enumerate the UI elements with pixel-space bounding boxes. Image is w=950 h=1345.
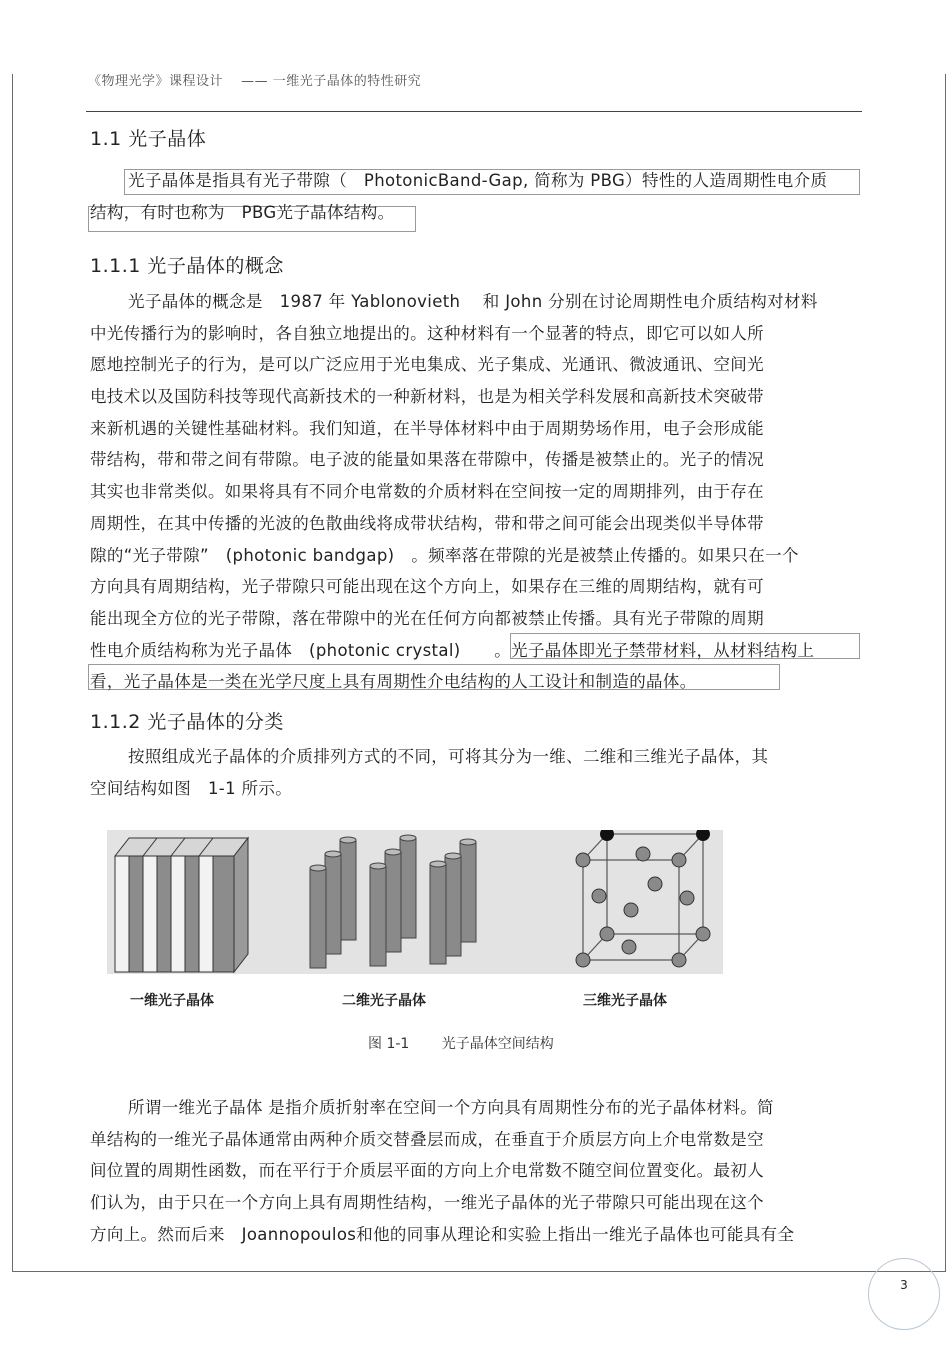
figure-label-2d: 二维光子晶体 (342, 993, 426, 1009)
text-line: 周期性，在其中传播的光波的色散曲线将成带状结构，带和带之间可能会出现类似半导体带 (90, 513, 764, 533)
figure-caption: 图 1-1 光子晶体空间结构 (368, 1036, 554, 1052)
text-line: 方向上。然而后来 Joannopoulos和他的同事从理论和实验上指出一维光子晶体也可能具有全 (90, 1224, 795, 1244)
text-line: 其实也非常类似。如果将具有不同介电常数的介质材料在空间按一定的周期排列，由于存在 (90, 482, 764, 502)
text-line: 单结构的一维光子晶体通常由两种介质交替叠层而成，在垂直于介质层方向上介电常数是空 (90, 1129, 764, 1149)
paragraph-1d-crystal (90, 1092, 850, 1250)
text-line: 愿地控制光子的行为，是可以广泛应用于光电集成、光子集成、光通讯、微波通讯、空间光 (90, 355, 764, 375)
running-header: 《物理光学》课程设计 —— 一维光子晶体的特性研究 (88, 74, 422, 89)
photonic-crystal-illustration-icon (107, 830, 723, 974)
text-line: 中光传播行为的影响时，各自独立地提出的。这种材料有一个显著的特点，即它可以如人所 (90, 323, 764, 343)
paragraph-1-1-1 (90, 286, 850, 698)
text-line: 隙的“光子带隙” (photonic bandgap) 。频率落在带隙的光是被禁止传播的。如果只在一个 (90, 545, 799, 565)
text-line: 间位置的周期性函数，而在平行于介质层平面的方向上介电常数不随空间位置变化。最初人 (90, 1161, 764, 1181)
text-line: 电技术以及国防科技等现代高新技术的一种新材料，也是为相关学科发展和高新技术突破带 (90, 387, 764, 407)
figure-photonic-crystals (107, 830, 723, 974)
text-line: 光子晶体是指具有光子带隙（ PhotonicBand-Gap, 简称为 PBG）特性的人造周期性电介质 (128, 171, 828, 190)
paragraph-1-1-2 (90, 741, 850, 804)
section-title-1-1-2: 1.1.2 光子晶体的分类 (90, 711, 284, 733)
text-line: 空间结构如图 1-1 所示。 (90, 778, 293, 798)
text-line: 们认为，由于只在一个方向上具有周期性结构，一维光子晶体的光子带隙只可能出现在这个 (90, 1193, 764, 1213)
text-line: 光子晶体的概念是 1987 年 Yablonovieth 和 John 分别在讨论周期性电介质结构对材料 (128, 292, 818, 311)
text-line: 带结构，带和带之间有带隙。电子波的能量如果落在带隙中，传播是被禁止的。光子的情况 (90, 450, 764, 470)
page-number: 3 (868, 1258, 940, 1330)
text-line: 看，光子晶体是一类在光学尺度上具有周期性介电结构的人工设计和制造的晶体。 (90, 672, 697, 692)
figure-label-3d: 三维光子晶体 (583, 993, 667, 1009)
section-title-1-1: 1.1 光子晶体 (90, 128, 207, 150)
text-line: 所谓一维光子晶体 是指介质折射率在空间一个方向具有周期性分布的光子晶体材料。简 (128, 1098, 774, 1117)
figure-label-1d: 一维光子晶体 (130, 993, 214, 1009)
text-line: 来新机遇的关键性基础材料。我们知道，在半导体材料中由于周期势场作用，电子会形成能 (90, 418, 764, 438)
section-title-1-1-1: 1.1.1 光子晶体的概念 (90, 255, 284, 277)
header-rule (86, 111, 862, 112)
text-line: 方向具有周期结构，光子带隙只可能出现在这个方向上，如果存在三维的周期结构，就有可 (90, 577, 764, 597)
text-line: 按照组成光子晶体的介质排列方式的不同，可将其分为一维、二维和三维光子晶体，其 (128, 747, 769, 766)
text-line: 能出现全方位的光子带隙，落在带隙中的光在任何方向都被禁止传播。具有光子带隙的周期 (90, 608, 764, 628)
three-d-crystal-icon (576, 830, 710, 967)
paragraph-1-1 (90, 165, 850, 228)
text-line: 结构，有时也称为 PBG光子晶体结构。 (90, 202, 395, 222)
text-line: 性电介质结构称为光子晶体 (photonic crystal) 。光子晶体即光子禁带材料，从材料结构上 (90, 640, 815, 660)
two-d-crystal-icon (310, 835, 476, 968)
one-d-crystal-icon (115, 838, 248, 972)
